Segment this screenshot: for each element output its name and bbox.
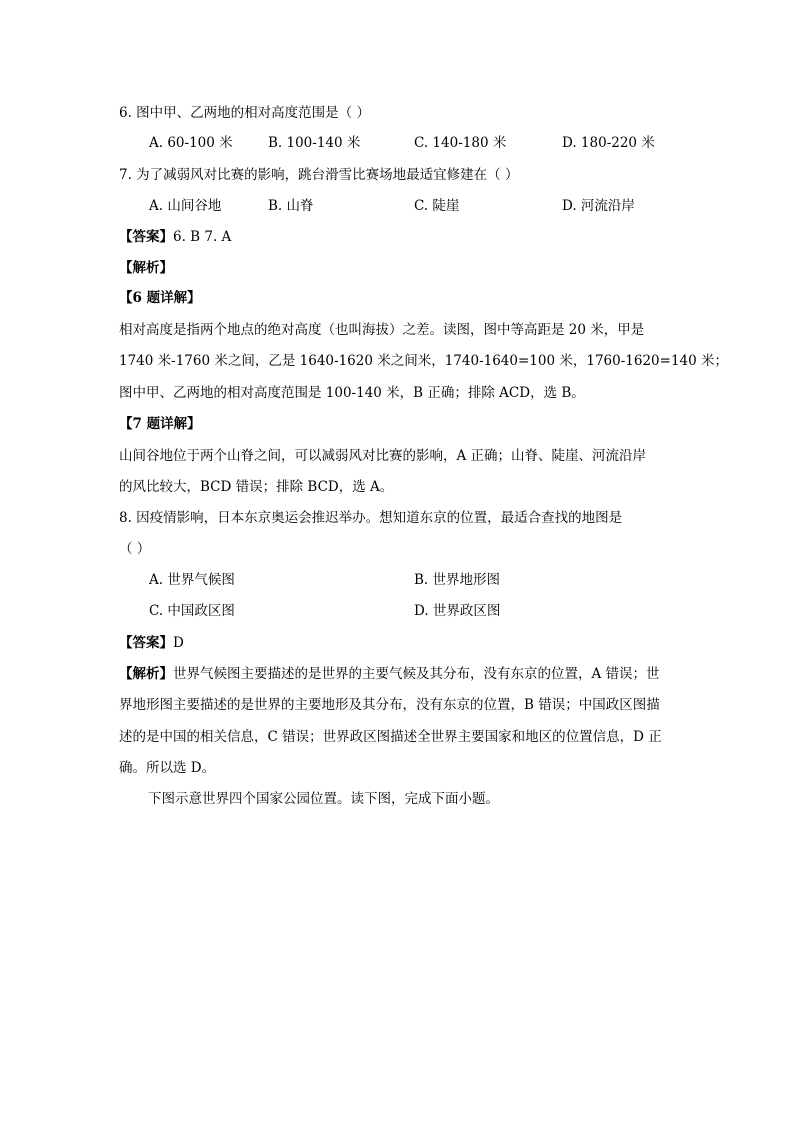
analysis-8-line: 确。所以选 D。: [119, 760, 216, 776]
question-6-stem: 6. 图中甲、乙两地的相对高度范围是（ ）: [119, 105, 370, 121]
intro-paragraph: 下图示意世界四个国家公园位置。读下图，完成下面小题。: [148, 791, 499, 807]
question-7-stem: 7. 为了减弱风对比赛的影响，跳台滑雪比赛场地最适宜修建在（ ）: [119, 167, 519, 183]
answer-8: [119, 633, 184, 653]
question-6-detail-label: 【6 题详解】: [119, 290, 201, 306]
question-8-option-a: A. 世界气候图: [149, 572, 235, 588]
question-6-option-b: B. 100-140 米: [268, 135, 361, 151]
question-7-option-d: D. 河流沿岸: [562, 198, 635, 214]
question-6-detail-line: 1740 米-1760 米之间，乙是 1640-1620 米之间米，1740-1640=100 米，1760-1620=140 米；: [119, 353, 729, 369]
analysis-8-text: 世界气候图主要描述的是世界的主要气候及其分布，没有东京的位置，A 错误；世: [173, 666, 660, 682]
question-6-option-a: A. 60-100 米: [149, 135, 233, 151]
question-7-detail-label: 【7 题详解】: [119, 416, 201, 432]
answer-text: D: [173, 635, 184, 651]
question-8-option-d: D. 世界政区图: [414, 603, 501, 619]
question-8-paren: （ ）: [119, 541, 151, 557]
analysis-8-line: [119, 664, 660, 684]
question-7-option-a: A. 山间谷地: [149, 198, 222, 214]
question-6-option-d: D. 180-220 米: [562, 135, 655, 151]
question-8-option-b: B. 世界地形图: [414, 572, 501, 588]
analysis-label: 【解析】: [119, 260, 173, 276]
analysis-8-line: 述的是中国的相关信息，C 错误；世界政区图描述全世界主要国家和地区的位置信息，D 正: [119, 729, 662, 745]
question-7-detail-line: 山间谷地位于两个山脊之间，可以减弱风对比赛的影响，A 正确；山脊、陡崖、河流沿岸: [119, 448, 647, 464]
question-7-option-c: C. 陡崖: [414, 198, 460, 214]
question-6-option-c: C. 140-180 米: [414, 135, 507, 151]
question-8-stem: 8. 因疫情影响，日本东京奥运会推迟举办。想知道东京的位置，最适合查找的地图是: [119, 510, 623, 526]
analysis-8-label: 【解析】: [119, 666, 173, 682]
question-6-detail-line: 图中甲、乙两地的相对高度范围是 100-140 米，B 正确；排除 ACD，选 B。: [119, 385, 585, 401]
answer-label: 【答案】: [119, 635, 173, 651]
answer-6-7: [119, 227, 231, 247]
answer-text: 6. B 7. A: [173, 229, 232, 245]
question-8-option-c: C. 中国政区图: [149, 603, 235, 619]
question-7-option-b: B. 山脊: [268, 198, 314, 214]
question-7-detail-line: 的风比较大，BCD 错误；排除 BCD，选 A。: [119, 479, 394, 495]
question-6-detail-line: 相对高度是指两个地点的绝对高度（也叫海拔）之差。读图，图中等高距是 20 米，甲是: [119, 322, 645, 338]
analysis-8-line: 界地形图主要描述的是世界的主要地形及其分布，没有东京的位置，B 错误；中国政区图描: [119, 697, 660, 713]
answer-label: 【答案】: [119, 229, 173, 245]
